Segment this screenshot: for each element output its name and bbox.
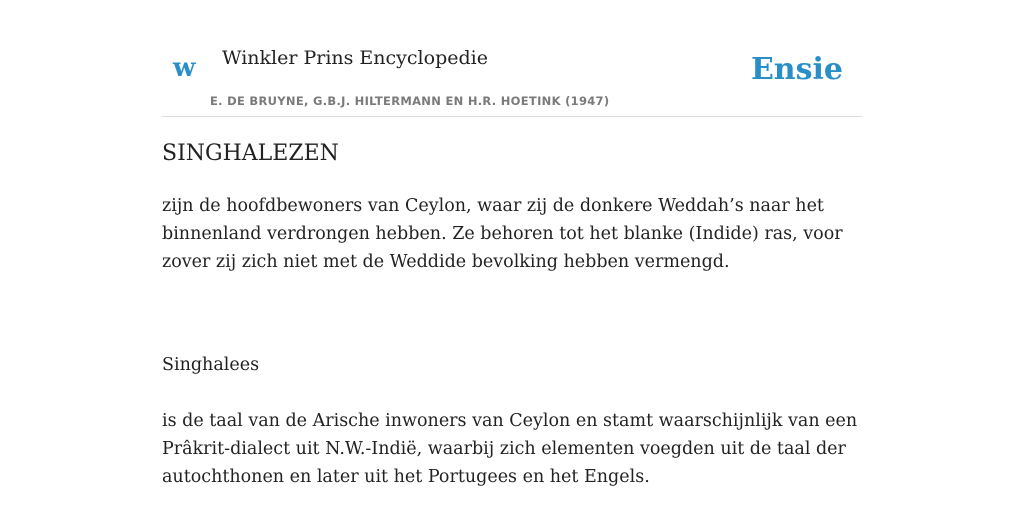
entry-paragraph-1: zijn de hoofdbewoners van Ceylon, waar zij de donkere Weddah’s naar het binnenland verdrongen hebben. Ze behoren tot het blanke (Indide) ras, voor zover zij zich niet met de Weddide bevolking hebben vermengd. [162,196,843,272]
ensie-logo-link[interactable]: Ensie [750,52,843,87]
entry-subheading: Singhalees [162,355,260,375]
winkler-prins-logo[interactable]: w [173,53,196,83]
source-title[interactable]: Winkler Prins Encyclopedie [222,47,488,69]
entry-title: SINGHALEZEN [162,141,339,166]
source-header [162,0,862,117]
source-authors: E. DE BRUYNE, G.B.J. HILTERMANN EN H.R. HOETINK (1947) [210,94,610,108]
entry-paragraph-2: is de taal van de Arische inwoners van Ceylon en stamt waarschijnlijk van een Prâkrit-dialect uit N.W.-Indië, waarbij zich elementen voegden uit de taal der autochthonen en later uit het Portugees en het Engels. [162,411,858,487]
page-container [162,0,862,487]
